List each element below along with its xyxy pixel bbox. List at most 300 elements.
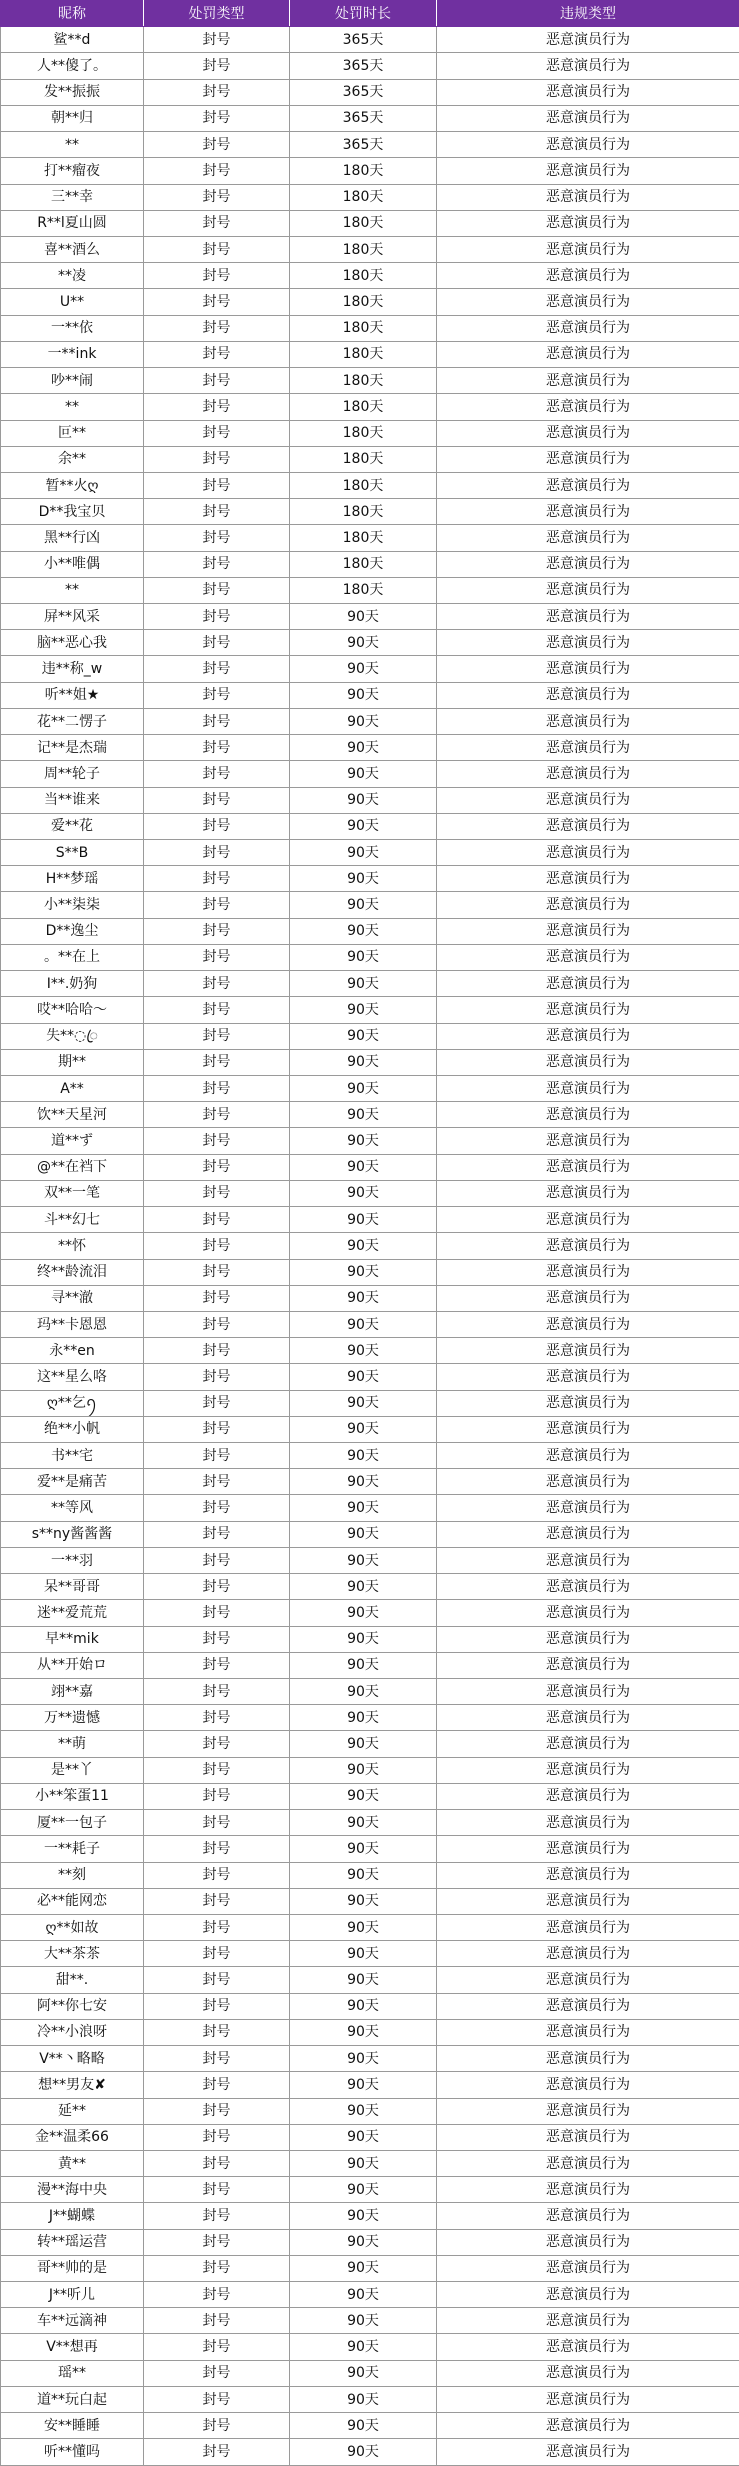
table-row xyxy=(1,1914,739,1940)
cell-penalty-type: 封号 xyxy=(144,787,290,813)
cell-nickname: 漫**海中央 xyxy=(1,2177,144,2203)
cell-penalty-duration: 90天 xyxy=(290,1888,437,1914)
cell-penalty-type: 封号 xyxy=(144,708,290,734)
cell-violation-type: 恶意演员行为 xyxy=(437,1207,739,1233)
cell-violation-type: 恶意演员行为 xyxy=(437,1469,739,1495)
cell-nickname: 听**懂吗 xyxy=(1,2439,144,2465)
cell-penalty-duration: 180天 xyxy=(290,394,437,420)
cell-violation-type: 恶意演员行为 xyxy=(437,2334,739,2360)
cell-penalty-duration: 90天 xyxy=(290,971,437,997)
cell-violation-type: 恶意演员行为 xyxy=(437,499,739,525)
cell-penalty-type: 封号 xyxy=(144,1993,290,2019)
table-row xyxy=(1,997,739,1023)
cell-penalty-duration: 90天 xyxy=(290,1967,437,1993)
cell-penalty-duration: 90天 xyxy=(290,735,437,761)
cell-penalty-duration: 180天 xyxy=(290,236,437,262)
table-row xyxy=(1,1967,739,1993)
cell-penalty-type: 封号 xyxy=(144,263,290,289)
cell-nickname: 爱**花 xyxy=(1,813,144,839)
table-row xyxy=(1,656,739,682)
cell-penalty-type: 封号 xyxy=(144,1757,290,1783)
cell-penalty-duration: 90天 xyxy=(290,1626,437,1652)
cell-nickname: ღ**乞ꪆ xyxy=(1,1390,144,1416)
cell-nickname: 厦**一包子 xyxy=(1,1810,144,1836)
cell-violation-type: 恶意演员行为 xyxy=(437,1521,739,1547)
cell-violation-type: 恶意演员行为 xyxy=(437,1416,739,1442)
table-row xyxy=(1,368,739,394)
cell-nickname: 叵** xyxy=(1,420,144,446)
cell-penalty-type: 封号 xyxy=(144,1154,290,1180)
cell-penalty-duration: 180天 xyxy=(290,525,437,551)
cell-penalty-duration: 90天 xyxy=(290,2019,437,2045)
cell-penalty-duration: 180天 xyxy=(290,158,437,184)
cell-penalty-type: 封号 xyxy=(144,1914,290,1940)
cell-nickname: 安**睡睡 xyxy=(1,2413,144,2439)
cell-nickname: 周**轮子 xyxy=(1,761,144,787)
table-row xyxy=(1,1416,739,1442)
table-row xyxy=(1,289,739,315)
cell-nickname: A** xyxy=(1,1075,144,1101)
table-row xyxy=(1,2334,739,2360)
cell-penalty-type: 封号 xyxy=(144,184,290,210)
cell-penalty-duration: 90天 xyxy=(290,1783,437,1809)
cell-violation-type: 恶意演员行为 xyxy=(437,1941,739,1967)
table-row xyxy=(1,1285,739,1311)
cell-violation-type: 恶意演员行为 xyxy=(437,1443,739,1469)
cell-nickname: V**丶略略 xyxy=(1,2046,144,2072)
cell-penalty-duration: 90天 xyxy=(290,1521,437,1547)
cell-penalty-duration: 90天 xyxy=(290,656,437,682)
cell-penalty-duration: 90天 xyxy=(290,1207,437,1233)
cell-nickname: D**我宝贝 xyxy=(1,499,144,525)
cell-penalty-duration: 90天 xyxy=(290,2150,437,2176)
cell-penalty-type: 封号 xyxy=(144,53,290,79)
table-row xyxy=(1,1154,739,1180)
cell-penalty-type: 封号 xyxy=(144,1547,290,1573)
cell-penalty-duration: 90天 xyxy=(290,840,437,866)
cell-penalty-duration: 90天 xyxy=(290,2334,437,2360)
cell-violation-type: 恶意演员行为 xyxy=(437,1810,739,1836)
cell-penalty-duration: 90天 xyxy=(290,944,437,970)
cell-penalty-type: 封号 xyxy=(144,813,290,839)
table-row xyxy=(1,446,739,472)
cell-penalty-duration: 180天 xyxy=(290,446,437,472)
cell-violation-type: 恶意演员行为 xyxy=(437,1574,739,1600)
cell-violation-type: 恶意演员行为 xyxy=(437,315,739,341)
cell-penalty-type: 封号 xyxy=(144,1652,290,1678)
cell-violation-type: 恶意演员行为 xyxy=(437,1495,739,1521)
cell-penalty-duration: 180天 xyxy=(290,210,437,236)
table-row xyxy=(1,499,739,525)
cell-violation-type: 恶意演员行为 xyxy=(437,105,739,131)
cell-nickname: S**B xyxy=(1,840,144,866)
cell-nickname: 迷**爱荒荒 xyxy=(1,1600,144,1626)
cell-penalty-type: 封号 xyxy=(144,918,290,944)
cell-violation-type: 恶意演员行为 xyxy=(437,2413,739,2439)
cell-penalty-duration: 90天 xyxy=(290,1993,437,2019)
cell-violation-type: 恶意演员行为 xyxy=(437,2072,739,2098)
table-row xyxy=(1,2072,739,2098)
cell-penalty-duration: 90天 xyxy=(290,1705,437,1731)
cell-penalty-duration: 180天 xyxy=(290,341,437,367)
table-row xyxy=(1,1731,739,1757)
cell-penalty-duration: 90天 xyxy=(290,708,437,734)
table-row xyxy=(1,2098,739,2124)
cell-violation-type: 恶意演员行为 xyxy=(437,184,739,210)
cell-penalty-duration: 90天 xyxy=(290,2124,437,2150)
cell-penalty-type: 封号 xyxy=(144,446,290,472)
cell-nickname: 违**称_w xyxy=(1,656,144,682)
cell-nickname: 余** xyxy=(1,446,144,472)
cell-penalty-duration: 90天 xyxy=(290,1731,437,1757)
cell-penalty-duration: 180天 xyxy=(290,499,437,525)
cell-penalty-duration: 90天 xyxy=(290,1338,437,1364)
cell-nickname: 甜**. xyxy=(1,1967,144,1993)
cell-violation-type: 恶意演员行为 xyxy=(437,1757,739,1783)
table-row xyxy=(1,735,739,761)
table-row xyxy=(1,1757,739,1783)
cell-violation-type: 恶意演员行为 xyxy=(437,368,739,394)
cell-nickname: **凌 xyxy=(1,263,144,289)
table-row xyxy=(1,2177,739,2203)
cell-violation-type: 恶意演员行为 xyxy=(437,2229,739,2255)
cell-penalty-type: 封号 xyxy=(144,420,290,446)
table-row xyxy=(1,472,739,498)
cell-penalty-duration: 90天 xyxy=(290,2255,437,2281)
cell-violation-type: 恶意演员行为 xyxy=(437,394,739,420)
cell-violation-type: 恶意演员行为 xyxy=(437,1259,739,1285)
cell-penalty-duration: 90天 xyxy=(290,1679,437,1705)
cell-penalty-type: 封号 xyxy=(144,1102,290,1128)
table-row xyxy=(1,761,739,787)
cell-penalty-duration: 90天 xyxy=(290,1259,437,1285)
cell-nickname: J**听儿 xyxy=(1,2282,144,2308)
cell-violation-type: 恶意演员行为 xyxy=(437,1364,739,1390)
cell-nickname: 喜**酒么 xyxy=(1,236,144,262)
cell-penalty-duration: 90天 xyxy=(290,1154,437,1180)
table-body xyxy=(1,27,739,2465)
table-row xyxy=(1,682,739,708)
cell-penalty-type: 封号 xyxy=(144,656,290,682)
cell-violation-type: 恶意演员行为 xyxy=(437,1128,739,1154)
table-row xyxy=(1,1888,739,1914)
cell-violation-type: 恶意演员行为 xyxy=(437,892,739,918)
cell-nickname: 书**宅 xyxy=(1,1443,144,1469)
cell-penalty-duration: 90天 xyxy=(290,1443,437,1469)
cell-violation-type: 恶意演员行为 xyxy=(437,2386,739,2412)
cell-penalty-type: 封号 xyxy=(144,1810,290,1836)
cell-penalty-type: 封号 xyxy=(144,1338,290,1364)
cell-penalty-duration: 90天 xyxy=(290,2229,437,2255)
cell-violation-type: 恶意演员行为 xyxy=(437,1102,739,1128)
table-row xyxy=(1,1600,739,1626)
cell-penalty-duration: 90天 xyxy=(290,761,437,787)
cell-nickname: ** xyxy=(1,394,144,420)
cell-nickname: 翊**嘉 xyxy=(1,1679,144,1705)
cell-violation-type: 恶意演员行为 xyxy=(437,1731,739,1757)
cell-violation-type: 恶意演员行为 xyxy=(437,1547,739,1573)
table-row xyxy=(1,1180,739,1206)
cell-nickname: 鲨**d xyxy=(1,27,144,53)
cell-penalty-duration: 90天 xyxy=(290,1311,437,1337)
cell-nickname: **等风 xyxy=(1,1495,144,1521)
cell-penalty-duration: 180天 xyxy=(290,472,437,498)
header-row xyxy=(1,1,739,27)
cell-penalty-duration: 365天 xyxy=(290,79,437,105)
cell-nickname: 花**二愣子 xyxy=(1,708,144,734)
cell-penalty-duration: 90天 xyxy=(290,1416,437,1442)
cell-penalty-type: 封号 xyxy=(144,1705,290,1731)
cell-penalty-type: 封号 xyxy=(144,158,290,184)
cell-penalty-type: 封号 xyxy=(144,761,290,787)
cell-nickname: 想**男友✘ xyxy=(1,2072,144,2098)
cell-violation-type: 恶意演员行为 xyxy=(437,27,739,53)
table-row xyxy=(1,2413,739,2439)
table-row xyxy=(1,708,739,734)
table-row xyxy=(1,105,739,131)
cell-nickname: 小**柒柒 xyxy=(1,892,144,918)
cell-violation-type: 恶意演员行为 xyxy=(437,1075,739,1101)
cell-penalty-duration: 365天 xyxy=(290,27,437,53)
table-row xyxy=(1,2255,739,2281)
cell-penalty-duration: 90天 xyxy=(290,866,437,892)
cell-penalty-type: 封号 xyxy=(144,2203,290,2229)
table-row xyxy=(1,1338,739,1364)
cell-violation-type: 恶意演员行为 xyxy=(437,236,739,262)
cell-penalty-duration: 90天 xyxy=(290,2203,437,2229)
table-row xyxy=(1,525,739,551)
cell-penalty-type: 封号 xyxy=(144,2308,290,2334)
cell-nickname: 道**玩白起 xyxy=(1,2386,144,2412)
cell-penalty-type: 封号 xyxy=(144,1521,290,1547)
cell-penalty-duration: 90天 xyxy=(290,1075,437,1101)
cell-nickname: 失**◌ꦿ xyxy=(1,1023,144,1049)
cell-penalty-type: 封号 xyxy=(144,2413,290,2439)
cell-nickname: ღ**如故 xyxy=(1,1914,144,1940)
cell-penalty-duration: 90天 xyxy=(290,2386,437,2412)
table-row xyxy=(1,1443,739,1469)
cell-nickname: 大**茶茶 xyxy=(1,1941,144,1967)
cell-penalty-type: 封号 xyxy=(144,577,290,603)
table-row xyxy=(1,551,739,577)
cell-penalty-duration: 90天 xyxy=(290,604,437,630)
cell-penalty-type: 封号 xyxy=(144,2150,290,2176)
cell-nickname: 脑**恶心我 xyxy=(1,630,144,656)
cell-nickname: 听**姐★ xyxy=(1,682,144,708)
cell-violation-type: 恶意演员行为 xyxy=(437,735,739,761)
table-row xyxy=(1,1390,739,1416)
table-row xyxy=(1,2386,739,2412)
cell-penalty-duration: 90天 xyxy=(290,1757,437,1783)
cell-nickname: 呆**哥哥 xyxy=(1,1574,144,1600)
cell-violation-type: 恶意演员行为 xyxy=(437,997,739,1023)
cell-penalty-duration: 90天 xyxy=(290,918,437,944)
cell-violation-type: 恶意演员行为 xyxy=(437,1023,739,1049)
cell-nickname: 小**唯偶 xyxy=(1,551,144,577)
cell-nickname: 车**远滴神 xyxy=(1,2308,144,2334)
cell-penalty-duration: 90天 xyxy=(290,787,437,813)
cell-nickname: 延** xyxy=(1,2098,144,2124)
cell-penalty-type: 封号 xyxy=(144,2019,290,2045)
cell-violation-type: 恶意演员行为 xyxy=(437,79,739,105)
table-row xyxy=(1,1862,739,1888)
cell-penalty-duration: 90天 xyxy=(290,1600,437,1626)
table-row xyxy=(1,1705,739,1731)
cell-violation-type: 恶意演员行为 xyxy=(437,656,739,682)
cell-nickname: 哎**哈哈～ xyxy=(1,997,144,1023)
cell-violation-type: 恶意演员行为 xyxy=(437,813,739,839)
cell-violation-type: 恶意演员行为 xyxy=(437,1783,739,1809)
cell-penalty-type: 封号 xyxy=(144,236,290,262)
cell-penalty-duration: 90天 xyxy=(290,1941,437,1967)
table-row xyxy=(1,236,739,262)
cell-penalty-duration: 90天 xyxy=(290,2413,437,2439)
cell-nickname: 吵**闹 xyxy=(1,368,144,394)
cell-violation-type: 恶意演员行为 xyxy=(437,2255,739,2281)
table-row xyxy=(1,1233,739,1259)
cell-penalty-duration: 90天 xyxy=(290,1574,437,1600)
cell-penalty-duration: 180天 xyxy=(290,315,437,341)
cell-violation-type: 恶意演员行为 xyxy=(437,1311,739,1337)
table-row xyxy=(1,1495,739,1521)
cell-penalty-type: 封号 xyxy=(144,2439,290,2465)
cell-penalty-duration: 90天 xyxy=(290,1364,437,1390)
cell-nickname: 早**mik xyxy=(1,1626,144,1652)
cell-penalty-duration: 90天 xyxy=(290,1233,437,1259)
cell-penalty-duration: 180天 xyxy=(290,263,437,289)
cell-penalty-type: 封号 xyxy=(144,1075,290,1101)
table-row xyxy=(1,1469,739,1495)
cell-penalty-type: 封号 xyxy=(144,1049,290,1075)
cell-penalty-type: 封号 xyxy=(144,2098,290,2124)
cell-violation-type: 恶意演员行为 xyxy=(437,840,739,866)
cell-penalty-type: 封号 xyxy=(144,341,290,367)
cell-nickname: 冷**小浪呀 xyxy=(1,2019,144,2045)
cell-nickname: 从**开始ロ xyxy=(1,1652,144,1678)
table-row xyxy=(1,577,739,603)
table-row xyxy=(1,892,739,918)
cell-penalty-type: 封号 xyxy=(144,105,290,131)
cell-nickname: 玛**卡恩恩 xyxy=(1,1311,144,1337)
table-row xyxy=(1,1993,739,2019)
cell-violation-type: 恶意演员行为 xyxy=(437,1390,739,1416)
cell-nickname: 当**谁来 xyxy=(1,787,144,813)
cell-violation-type: 恶意演员行为 xyxy=(437,1233,739,1259)
table-row xyxy=(1,1259,739,1285)
cell-nickname: 朝**归 xyxy=(1,105,144,131)
cell-penalty-duration: 180天 xyxy=(290,420,437,446)
cell-nickname: 暂**火ღ xyxy=(1,472,144,498)
table-row xyxy=(1,1207,739,1233)
table-row xyxy=(1,341,739,367)
cell-penalty-type: 封号 xyxy=(144,1574,290,1600)
cell-violation-type: 恶意演员行为 xyxy=(437,210,739,236)
table-row xyxy=(1,394,739,420)
cell-nickname: I**.奶狗 xyxy=(1,971,144,997)
cell-violation-type: 恶意演员行为 xyxy=(437,1993,739,2019)
cell-penalty-duration: 90天 xyxy=(290,1049,437,1075)
table-row xyxy=(1,1311,739,1337)
table-row xyxy=(1,1783,739,1809)
cell-violation-type: 恶意演员行为 xyxy=(437,1049,739,1075)
cell-penalty-duration: 365天 xyxy=(290,105,437,131)
cell-violation-type: 恶意演员行为 xyxy=(437,1862,739,1888)
cell-violation-type: 恶意演员行为 xyxy=(437,2203,739,2229)
cell-nickname: J**蝴蝶 xyxy=(1,2203,144,2229)
cell-penalty-duration: 90天 xyxy=(290,1128,437,1154)
cell-penalty-duration: 90天 xyxy=(290,997,437,1023)
cell-violation-type: 恶意演员行为 xyxy=(437,708,739,734)
table-row xyxy=(1,1679,739,1705)
table-row xyxy=(1,971,739,997)
cell-nickname: 一**依 xyxy=(1,315,144,341)
cell-penalty-type: 封号 xyxy=(144,1967,290,1993)
cell-violation-type: 恶意演员行为 xyxy=(437,577,739,603)
cell-penalty-duration: 180天 xyxy=(290,289,437,315)
cell-violation-type: 恶意演员行为 xyxy=(437,263,739,289)
cell-penalty-type: 封号 xyxy=(144,1180,290,1206)
table-row xyxy=(1,1574,739,1600)
cell-nickname: 瑶** xyxy=(1,2360,144,2386)
cell-violation-type: 恶意演员行为 xyxy=(437,1180,739,1206)
cell-penalty-type: 封号 xyxy=(144,1443,290,1469)
cell-nickname: H**梦瑶 xyxy=(1,866,144,892)
cell-nickname: **刻 xyxy=(1,1862,144,1888)
table-row xyxy=(1,79,739,105)
cell-penalty-duration: 90天 xyxy=(290,1914,437,1940)
cell-penalty-type: 封号 xyxy=(144,1207,290,1233)
table-row xyxy=(1,315,739,341)
cell-nickname: 一**ink xyxy=(1,341,144,367)
cell-penalty-type: 封号 xyxy=(144,2360,290,2386)
cell-nickname: 绝**小帆 xyxy=(1,1416,144,1442)
cell-violation-type: 恶意演员行为 xyxy=(437,420,739,446)
cell-penalty-duration: 180天 xyxy=(290,551,437,577)
cell-penalty-type: 封号 xyxy=(144,1862,290,1888)
cell-violation-type: 恶意演员行为 xyxy=(437,604,739,630)
cell-penalty-type: 封号 xyxy=(144,840,290,866)
cell-penalty-duration: 90天 xyxy=(290,2282,437,2308)
cell-penalty-type: 封号 xyxy=(144,1941,290,1967)
table-row xyxy=(1,866,739,892)
cell-nickname: 道**ず xyxy=(1,1128,144,1154)
cell-nickname: 终**龄流泪 xyxy=(1,1259,144,1285)
table-row xyxy=(1,1652,739,1678)
cell-penalty-type: 封号 xyxy=(144,2046,290,2072)
cell-penalty-type: 封号 xyxy=(144,1469,290,1495)
cell-violation-type: 恶意演员行为 xyxy=(437,2019,739,2045)
cell-penalty-duration: 90天 xyxy=(290,1285,437,1311)
cell-penalty-type: 封号 xyxy=(144,1783,290,1809)
table-row xyxy=(1,184,739,210)
cell-violation-type: 恶意演员行为 xyxy=(437,682,739,708)
cell-nickname: 人**傻了。 xyxy=(1,53,144,79)
cell-penalty-duration: 90天 xyxy=(290,630,437,656)
cell-violation-type: 恶意演员行为 xyxy=(437,944,739,970)
cell-nickname: 打**瘤夜 xyxy=(1,158,144,184)
cell-nickname: 寻**澈 xyxy=(1,1285,144,1311)
cell-penalty-duration: 90天 xyxy=(290,2308,437,2334)
cell-penalty-type: 封号 xyxy=(144,1128,290,1154)
table-row xyxy=(1,1049,739,1075)
table-row xyxy=(1,27,739,53)
cell-penalty-duration: 90天 xyxy=(290,1495,437,1521)
table-row xyxy=(1,2124,739,2150)
table-header xyxy=(1,1,739,27)
table-row xyxy=(1,1128,739,1154)
cell-penalty-type: 封号 xyxy=(144,1888,290,1914)
cell-violation-type: 恶意演员行为 xyxy=(437,761,739,787)
